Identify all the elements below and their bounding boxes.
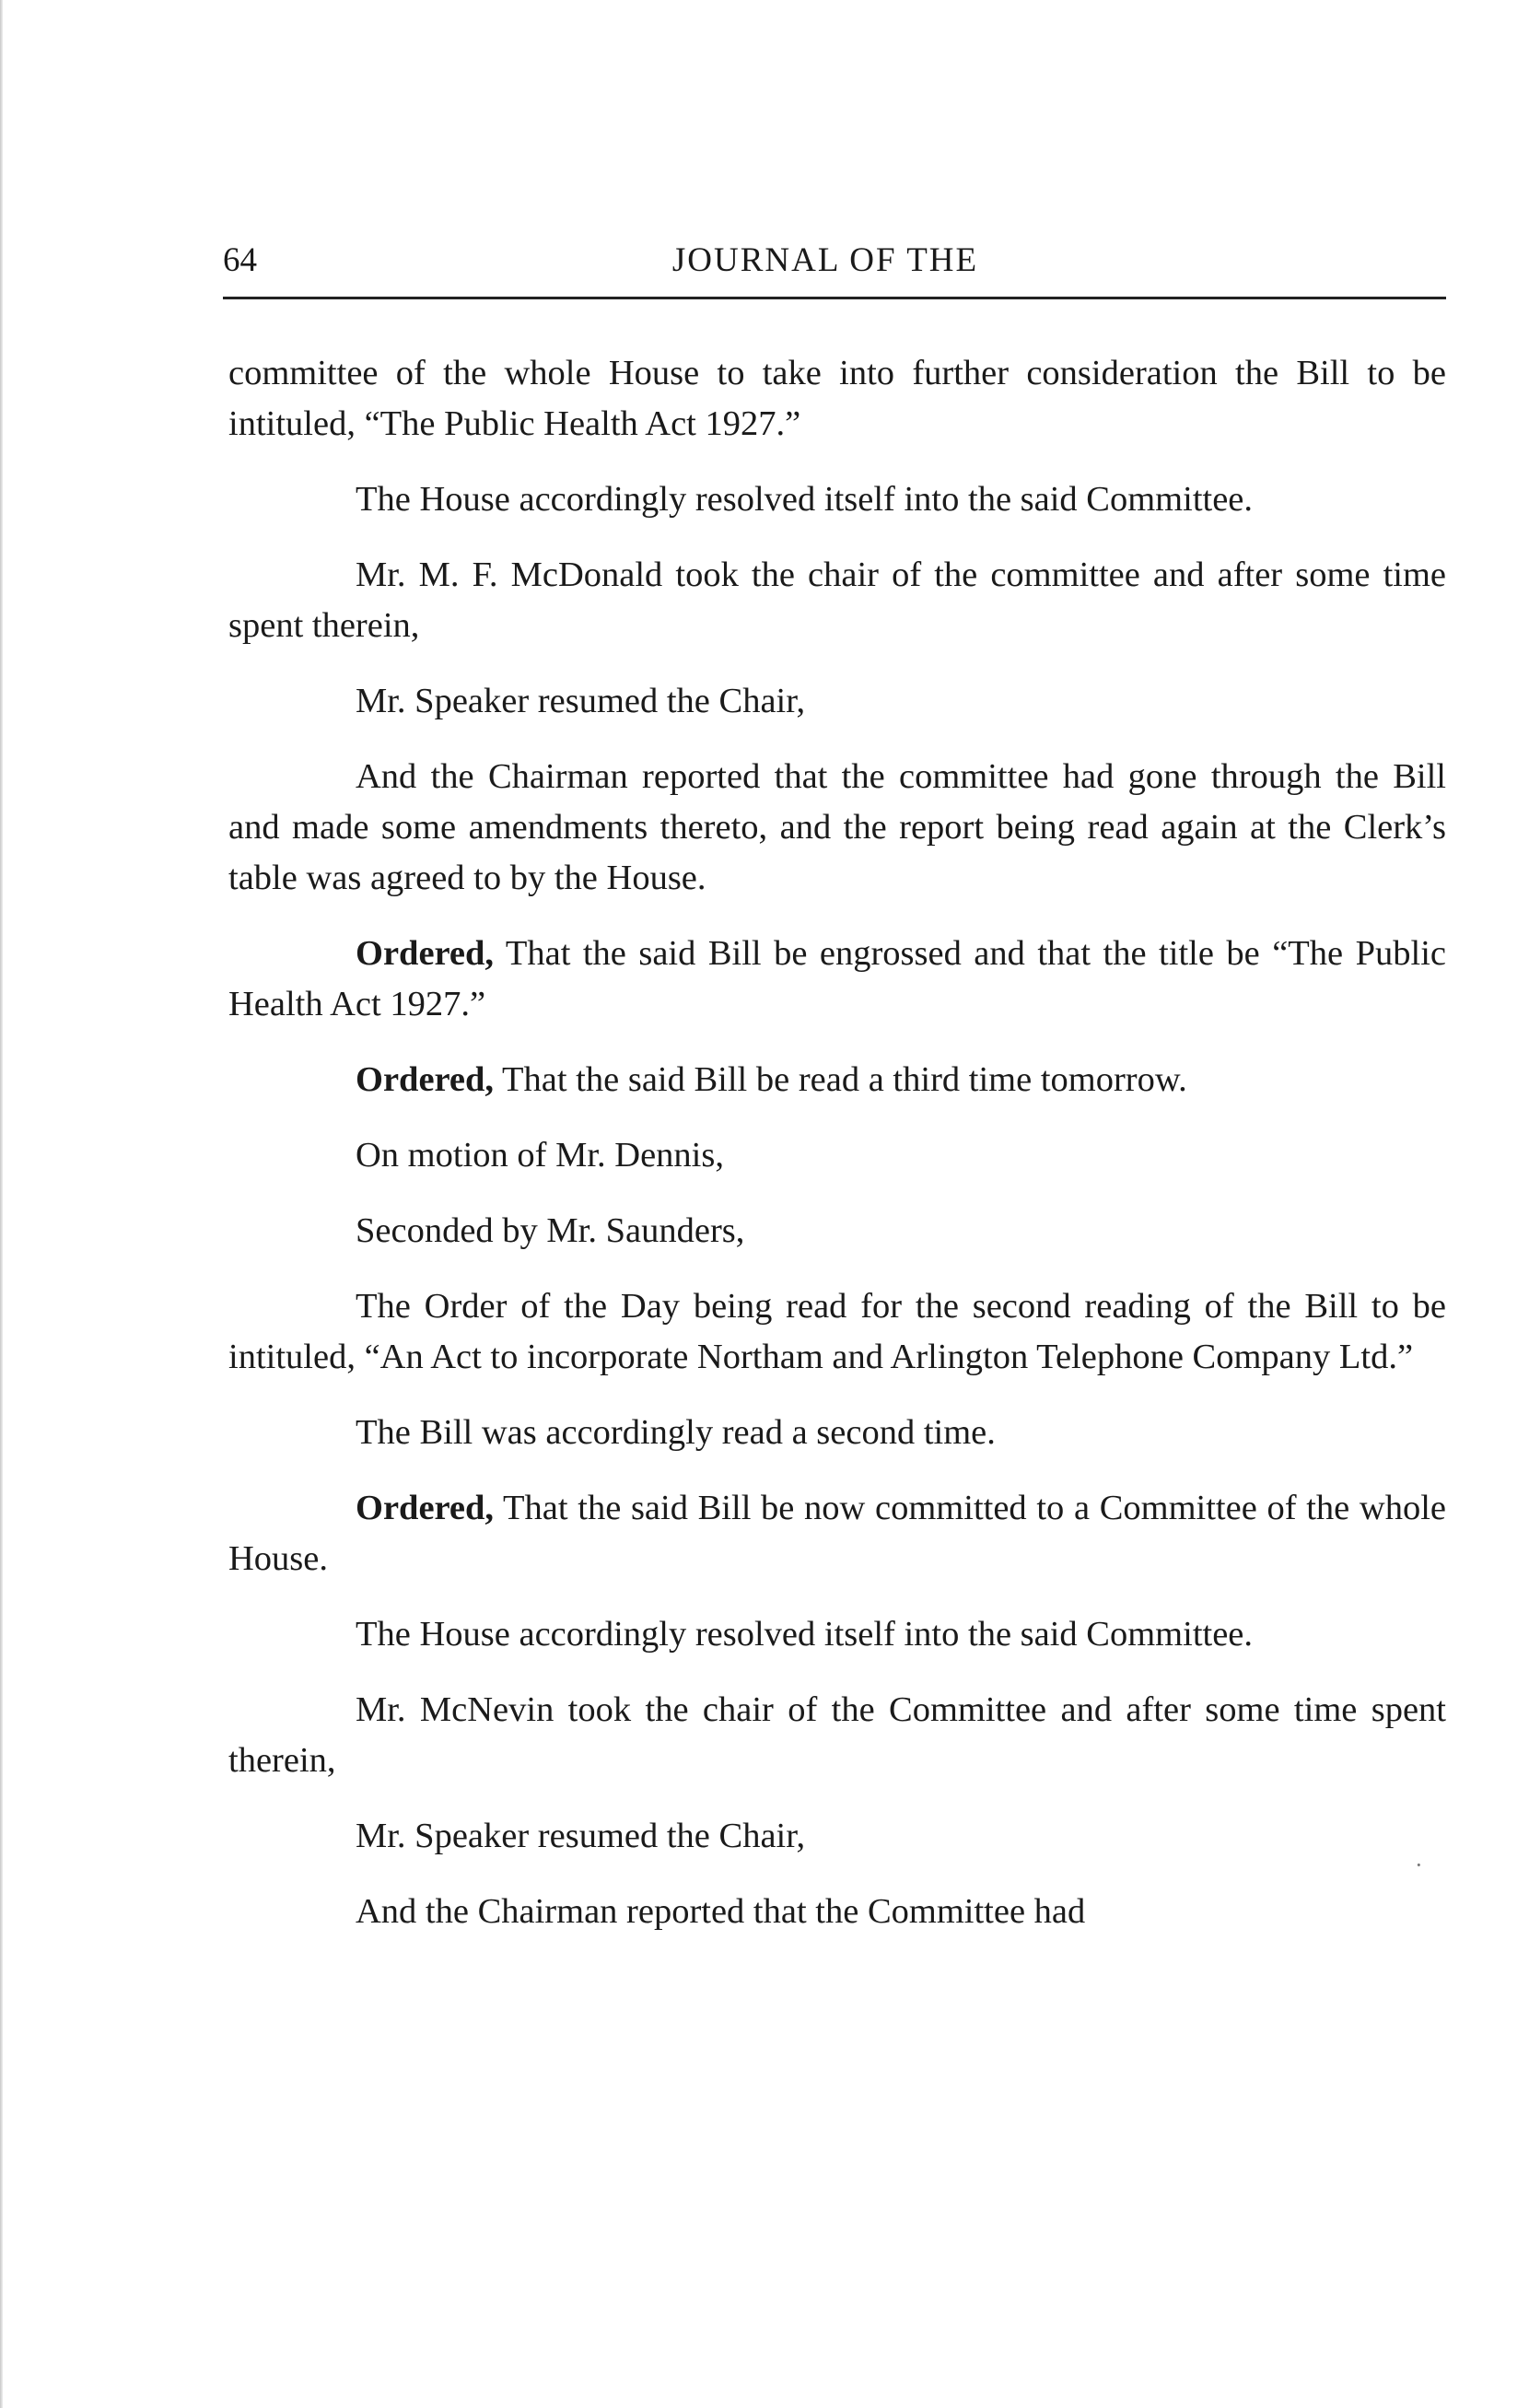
paragraph-order-of-day: The Order of the Day being read for the second reading of the Bill to be intituled, “An Act to incorporate Northam and Arlington Telephone Company Ltd.” [228, 1287, 1446, 1376]
paragraph-motion: On motion of Mr. Dennis, [356, 1136, 724, 1175]
paragraph-chairman-reported: And the Chairman reported that the committee had gone through the Bill and made some amendments thereto, and the report being read again at the Clerk’s table was agreed to by the House. [228, 757, 1446, 897]
paragraph-second-reading: The Bill was accordingly read a second time. [356, 1413, 996, 1452]
paragraph-chair-taken-2: Mr. McNevin took the chair of the Committee and after some time spent therein, [228, 1690, 1446, 1780]
ink-smudge: · [1415, 1852, 1423, 1878]
paragraph-chair-taken: Mr. M. F. McDonald took the chair of the committee and after some time spent therein, [228, 555, 1446, 645]
page-edge [0, 0, 3, 2408]
paragraph-ordered-engrossed: Ordered, That the said Bill be engrossed and that the title be “The Public Health Act 1927.” [228, 934, 1447, 1023]
paragraph-ordered-third-reading: Ordered, That the said Bill be read a third time tomorrow. [356, 1060, 1187, 1099]
journal-body [228, 348, 1446, 1937]
paragraph-house-resolved: The House accordingly resolved itself into the said Committee. [356, 480, 1254, 519]
paragraph-chairman-reported-2: And the Chairman reported that the Committee had [356, 1892, 1086, 1931]
ordered-label: Ordered, [356, 934, 495, 973]
paragraph-speaker-resumed: Mr. Speaker resumed the Chair, [356, 682, 806, 720]
page-number: 64 [223, 241, 257, 279]
paragraph-house-resolved-2: The House accordingly resolved itself into the said Committee. [356, 1615, 1254, 1654]
paragraph-ordered-committed: Ordered, That the said Bill be now committed to a Committee of the whole House. [228, 1489, 1446, 1578]
paragraph-speaker-resumed-2: Mr. Speaker resumed the Chair, [356, 1817, 806, 1855]
paragraph-committee-continued: committee of the whole House to take into further consideration the Bill to be intituled, “The Public Health Act 1927.” [228, 354, 1446, 443]
running-title: JOURNAL OF THE [671, 241, 979, 279]
ordered-label: Ordered, [356, 1060, 495, 1099]
page-header [223, 238, 1446, 293]
paragraph-seconded: Seconded by Mr. Saunders, [356, 1211, 745, 1250]
header-rule [223, 297, 1446, 299]
ordered-label: Ordered, [356, 1489, 495, 1527]
